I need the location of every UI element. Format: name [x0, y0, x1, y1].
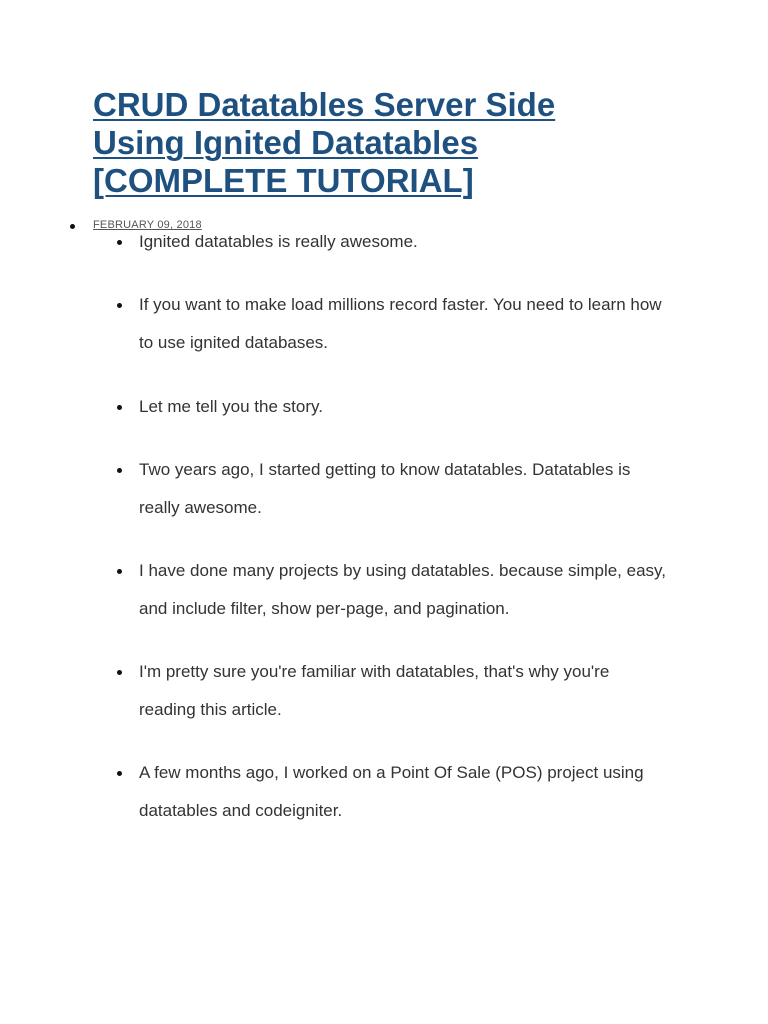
bullet-icon [117, 670, 122, 675]
list-item-text: A few months ago, I worked on a Point Of Sale (POS) project using datatables and codeigniter. [139, 763, 644, 820]
list-item [139, 451, 669, 527]
list-item-text: I'm pretty sure you're familiar with datatables, that's why you're reading this article. [139, 662, 610, 719]
bullet-icon [70, 224, 75, 229]
list-item-text: Two years ago, I started getting to know datatables. Datatables is really awesome. [139, 460, 631, 517]
article-title-link[interactable]: CRUD Datatables Server Side Using Ignited Datatables [COMPLETE TUTORIAL] [93, 86, 556, 199]
bullet-icon [117, 240, 122, 245]
list-item-text: Let me tell you the story. [139, 397, 323, 416]
list-item [139, 653, 669, 729]
list-item-text: If you want to make load millions record faster. You need to learn how to use ignited databases. [139, 295, 662, 352]
post-date-link[interactable]: FEBRUARY 09, 2018 [93, 219, 202, 231]
list-item-text: Ignited datatables is really awesome. [139, 232, 418, 251]
bullet-icon [117, 771, 122, 776]
list-item-text: I have done many projects by using datatables. because simple, easy, and include filter, show per-page, and pagination. [139, 561, 666, 618]
bullet-icon [117, 569, 122, 574]
list-item [139, 286, 669, 362]
list-item [139, 388, 669, 426]
bullet-icon [117, 405, 122, 410]
list-item [139, 223, 669, 261]
bullet-icon [117, 303, 122, 308]
list-item [139, 552, 669, 628]
bullet-icon [117, 468, 122, 473]
list-item [139, 754, 669, 830]
